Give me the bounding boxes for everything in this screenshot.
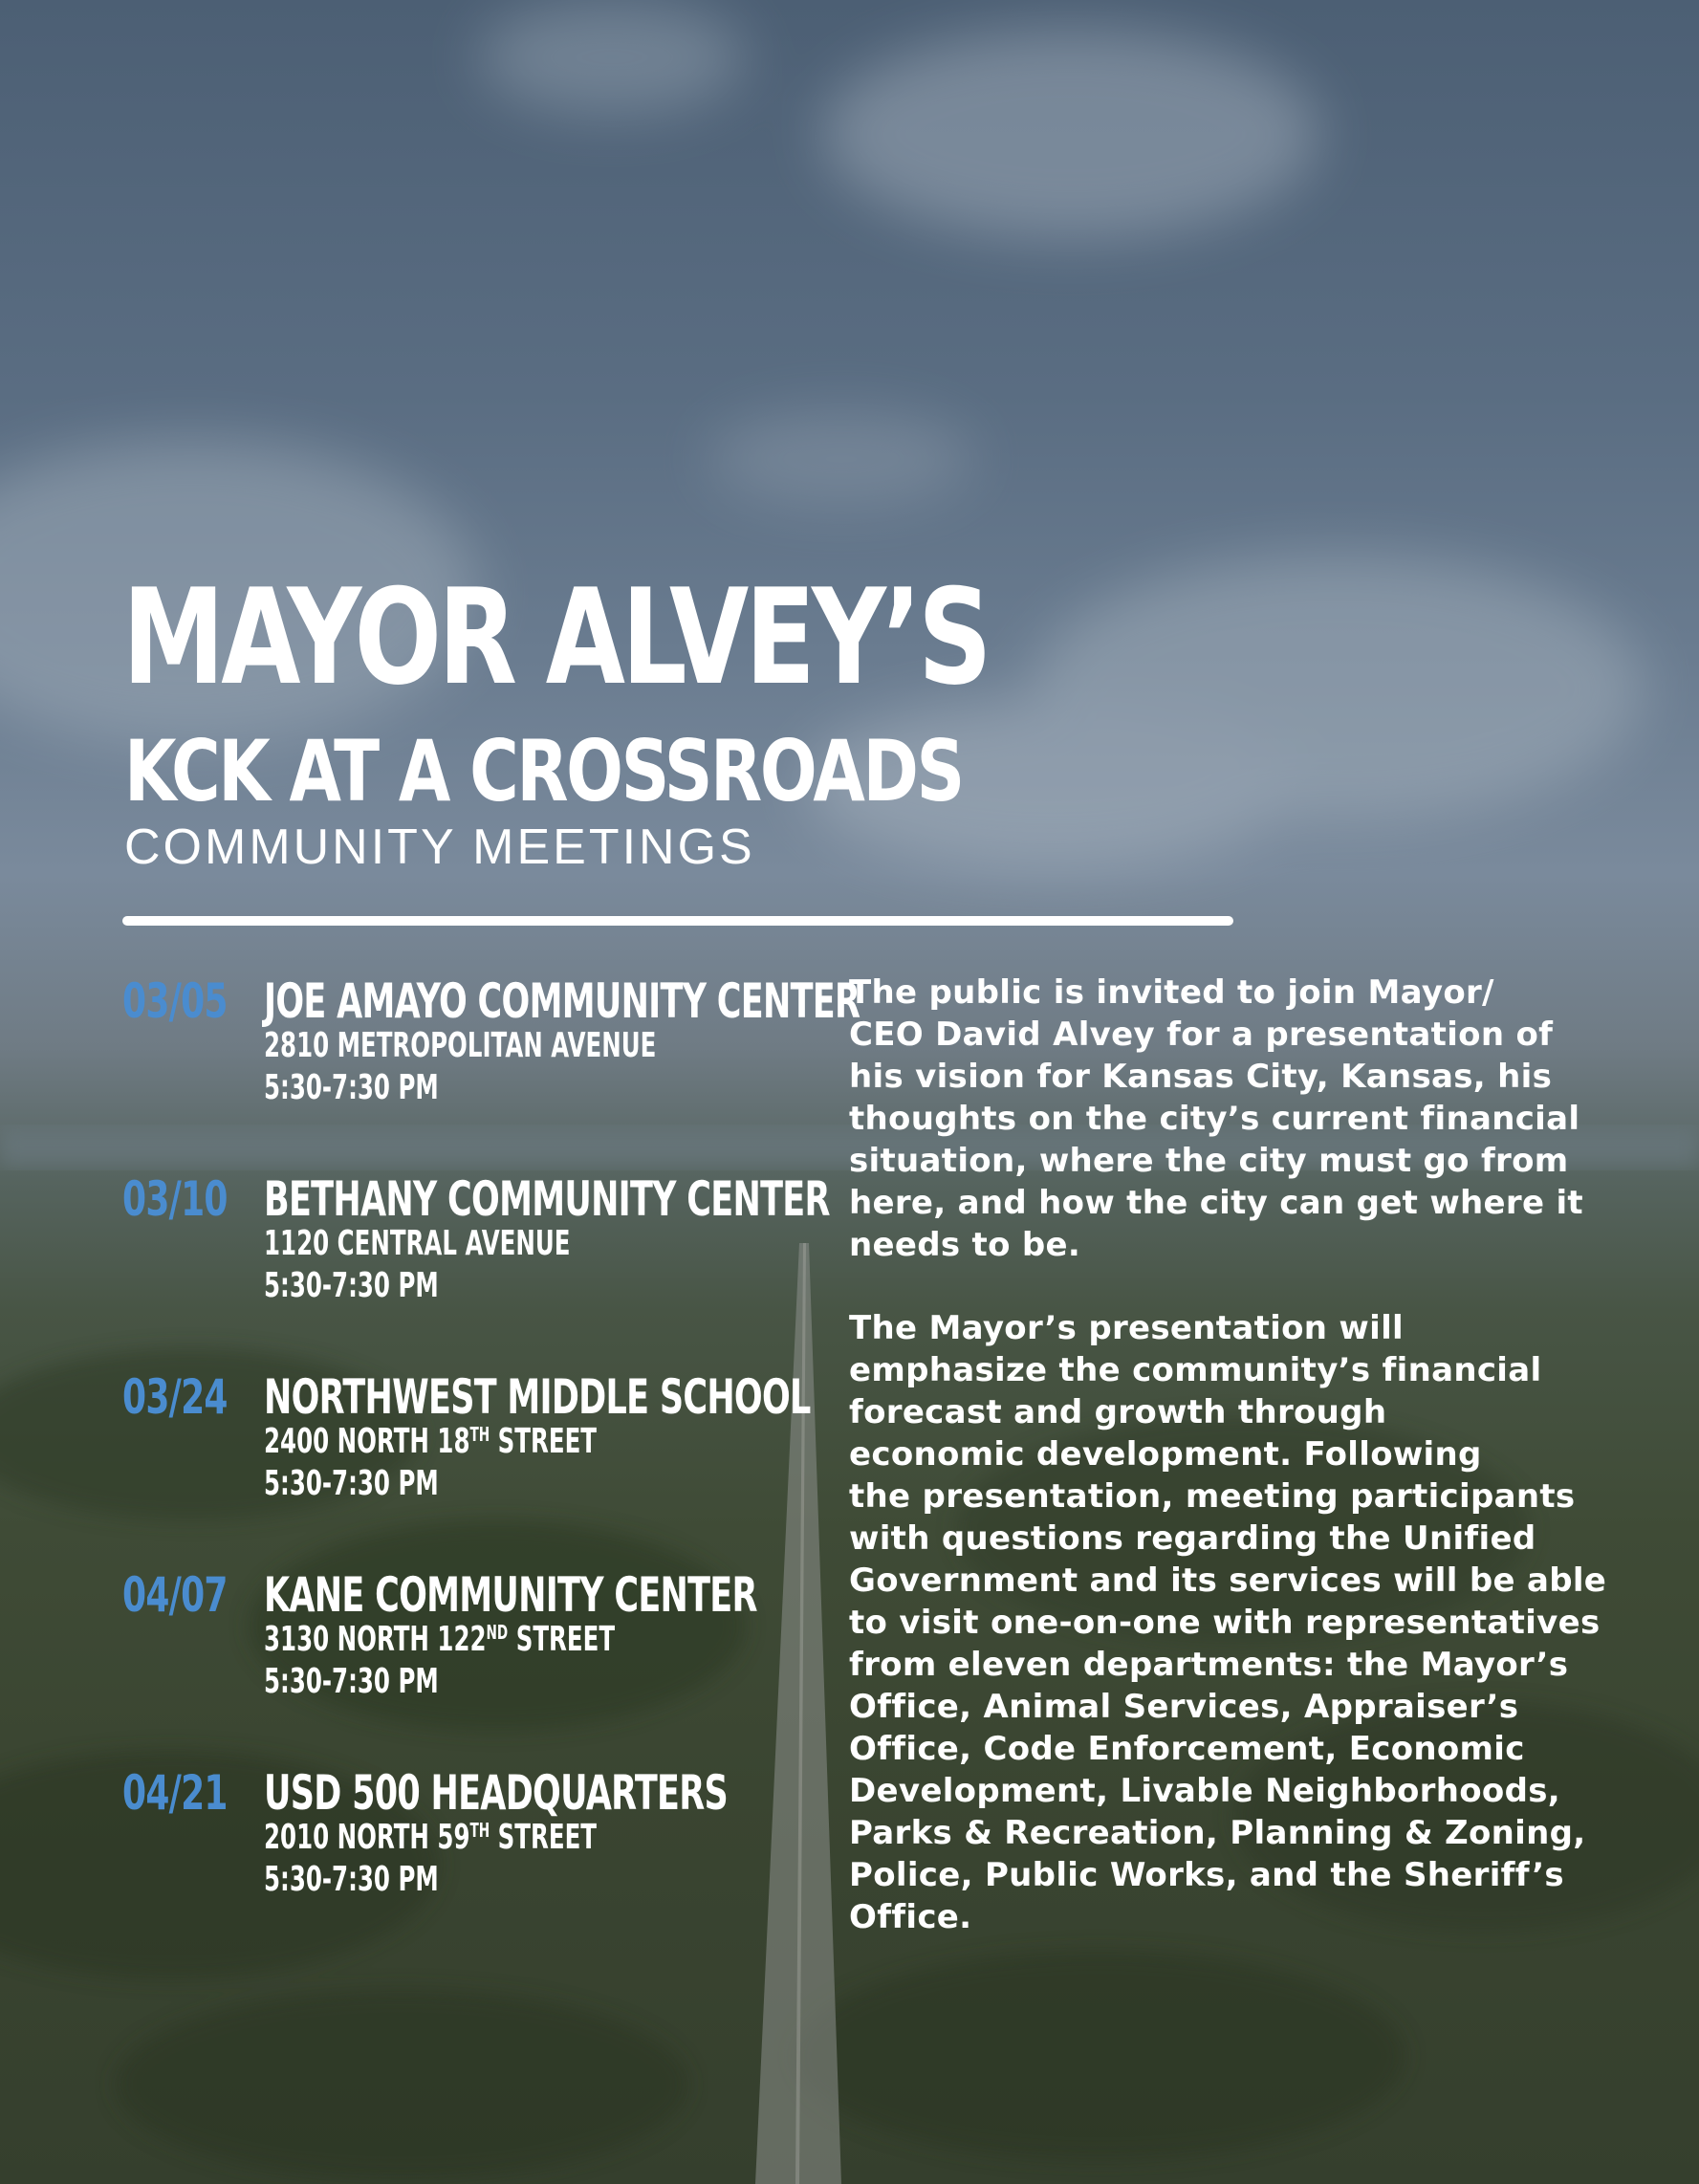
meeting-item [122, 1567, 868, 1714]
meeting-time: 5:30-7:30 PM [264, 1266, 439, 1305]
meeting-venue: JOE AMAYO COMMUNITY CENTER [264, 973, 860, 1029]
meeting-time: 5:30-7:30 PM [264, 1860, 439, 1899]
description-paragraph-2 [849, 1307, 1607, 1938]
description-line: here, and how the city can get where it [849, 1184, 1583, 1222]
description-line: Office, Code Enforcement, Economic [849, 1730, 1525, 1768]
meeting-time: 5:30-7:30 PM [264, 1662, 439, 1701]
description-line: CEO David Alvey for a presentation of [849, 1016, 1554, 1054]
meeting-venue: USD 500 HEADQUARTERS [264, 1765, 728, 1821]
description-line: Office. [849, 1898, 972, 1936]
meeting-address: 3130 NORTH 122ND STREET [264, 1620, 616, 1659]
description-line: situation, where the city must go from [849, 1142, 1569, 1180]
meeting-item [122, 1171, 868, 1319]
description-line: thoughts on the city’s current financial [849, 1100, 1580, 1138]
meeting-date: 03/24 [122, 1369, 228, 1425]
description-line: from eleven departments: the Mayor’s [849, 1646, 1569, 1684]
description-line: Office, Animal Services, Appraiser’s [849, 1688, 1519, 1726]
page-title: MAYOR ALVEY’S [122, 560, 989, 714]
description-paragraph-1 [849, 972, 1583, 1266]
meeting-date: 03/05 [122, 973, 228, 1029]
meeting-venue: BETHANY COMMUNITY CENTER [264, 1171, 830, 1227]
divider-rule [122, 916, 1233, 926]
description-line: the presentation, meeting participants [849, 1477, 1576, 1516]
meeting-time: 5:30-7:30 PM [264, 1068, 439, 1107]
description-line: Development, Livable Neighborhoods, [849, 1772, 1560, 1810]
description-line: The public is invited to join Mayor/ [849, 973, 1494, 1012]
page-subtitle: KCK AT A CROSSROADS [124, 722, 963, 820]
description-line: The Mayor’s presentation will [849, 1309, 1404, 1347]
description-line: economic development. Following [849, 1435, 1482, 1474]
page-tagline: COMMUNITY MEETINGS [124, 819, 755, 875]
meeting-time: 5:30-7:30 PM [264, 1464, 439, 1503]
meeting-item [122, 1765, 868, 1912]
description-line: Police, Public Works, and the Sheriff’s [849, 1856, 1564, 1894]
description-line: forecast and growth through [849, 1393, 1387, 1431]
meeting-venue: NORTHWEST MIDDLE SCHOOL [264, 1369, 811, 1425]
description-line: his vision for Kansas City, Kansas, his [849, 1058, 1553, 1096]
description-line: to visit one-on-one with representatives [849, 1604, 1601, 1642]
description-line: needs to be. [849, 1226, 1081, 1264]
meeting-item [122, 1369, 868, 1517]
meeting-date: 04/07 [122, 1567, 228, 1623]
meeting-address: 2810 METROPOLITAN AVENUE [264, 1026, 657, 1065]
meeting-venue: KANE COMMUNITY CENTER [264, 1567, 757, 1623]
meeting-address: 2010 NORTH 59TH STREET [264, 1818, 598, 1857]
meeting-address: 2400 NORTH 18TH STREET [264, 1422, 598, 1461]
meeting-date: 03/10 [122, 1171, 228, 1227]
description-line: with questions regarding the Unified [849, 1519, 1536, 1558]
meeting-address: 1120 CENTRAL AVENUE [264, 1224, 571, 1263]
meeting-date: 04/21 [122, 1765, 228, 1821]
description-line: emphasize the community’s financial [849, 1351, 1542, 1389]
description-line: Parks & Recreation, Planning & Zoning, [849, 1814, 1586, 1852]
meeting-item [122, 973, 868, 1121]
description-line: Government and its services will be able [849, 1562, 1607, 1600]
